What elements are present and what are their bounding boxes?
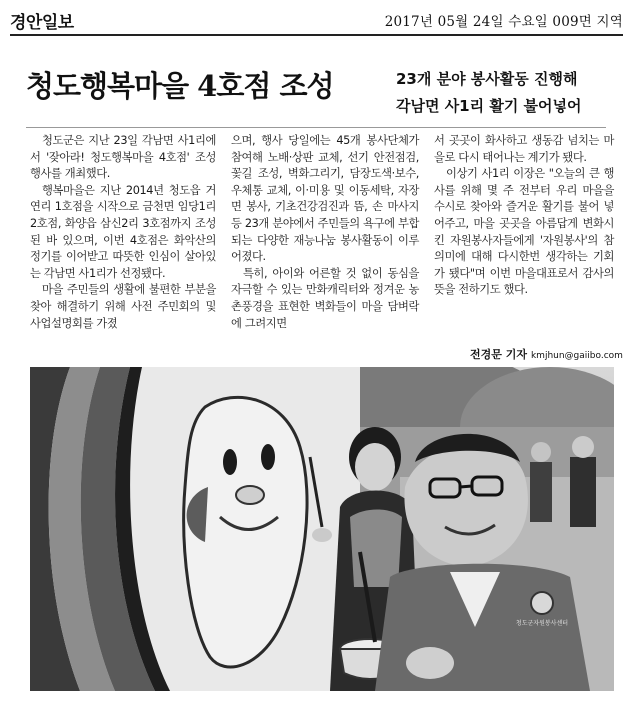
subhead-1: 23개 분야 봉사활동 진행해	[396, 70, 578, 88]
reporter-name: 전경문 기자	[470, 348, 527, 361]
mural-painting-photo	[30, 367, 614, 691]
byline	[470, 346, 623, 362]
paragraph: 행복마을은 지난 2014년 청도읍 거연리 1호점을 시작으로 금천면 임당1리 2호점, 화양읍 삼신2리 3호점까지 조성된 바 있으며, 이번 4호점은 화악산의 정기를 이어받고 따뜻한 인심이 살아있는 각남면 사1리가 선정됐다.	[30, 183, 216, 280]
masthead	[10, 8, 623, 36]
article-headline: 청도행복마을 4호점 조성	[26, 69, 334, 103]
divider	[26, 127, 606, 128]
subhead-2: 각남면 사1리 활기 불어넣어	[396, 97, 582, 115]
paragraph: 으며, 행사 당일에는 45개 봉사단체가 참여해 노배·상판 교체, 선기 안전점검, 꽃길 조성, 벽화그리기, 담장도색·보수, 우체통 교체, 이·미용 및 이동세탁, 자장면 봉사, 기초건강검진과 뜸, 손 마사지 등 23개 분야에서 주민들의 욕구에 부합되는 다양한 재능나눔 봉사활동이 이루어졌다.	[231, 134, 419, 264]
paragraph: 서 곳곳이 화사하고 생동감 넘치는 마을로 다시 태어나는 계기가 됐다.	[434, 134, 614, 164]
article-column-1	[30, 133, 216, 332]
paragraph: 특히, 아이와 어른할 것 없이 동심을 자극할 수 있는 만화캐릭터와 정겨운 농촌풍경을 표현한 벽화들이 마을 담벼락에 그려지면	[231, 266, 419, 330]
paragraph: 청도군은 지난 23일 각남면 사1리에서 '잦아라! 청도행복마을 4호점' 조성 행사를 개최했다.	[30, 134, 216, 181]
newspaper-name: 경안일보	[10, 13, 74, 33]
article-column-2	[231, 133, 419, 332]
vest-logo-text: 청도군자원봉사센터	[515, 620, 569, 627]
article-subheads	[396, 66, 626, 120]
paragraph: 이상기 사1리 이장은 "오늘의 큰 행사를 위해 몇 주 전부터 우리 마을을 수시로 찾아와 즐거운 활기를 불어 넣어주고, 마을 곳곳을 아름답게 변화시킨 자원봉사자들에게 '자원봉사'의 참의미에 대해 다시한번 생각하는 기회가 됐다"며 이번 마을대표로서 감사의 뜻을 전하기도 했다.	[434, 167, 614, 297]
paragraph: 마을 주민들의 생활에 불편한 부분을 찾아 해결하기 위해 사전 주민회의 및 사업설명회를 가졌	[30, 283, 216, 330]
dateline: 2017년 05월 24일 수요일 009면 지역	[384, 14, 623, 30]
reporter-email: kmjhun@gaiibo.com	[530, 351, 623, 361]
article-photo	[30, 367, 614, 691]
article-column-3	[434, 133, 614, 299]
